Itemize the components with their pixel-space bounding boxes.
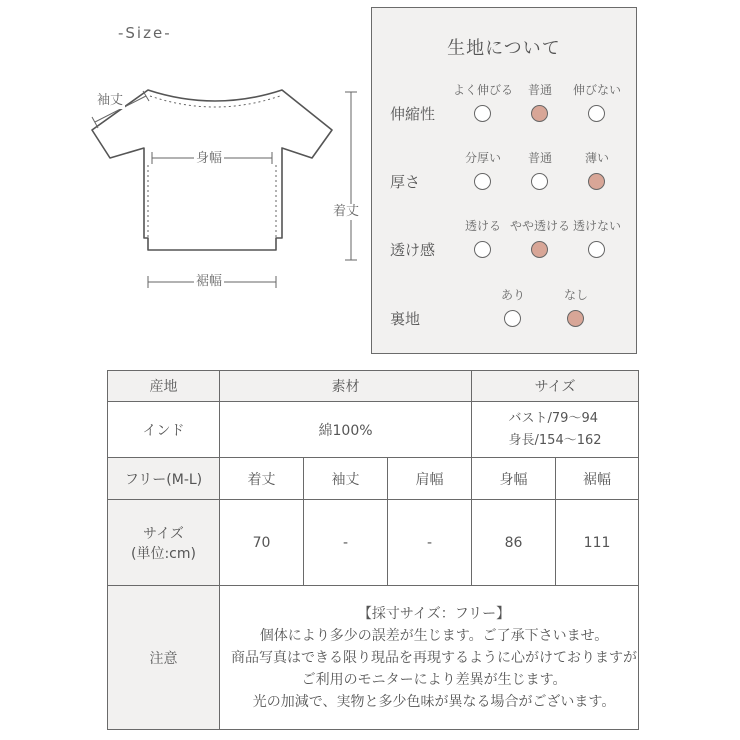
circle-icon — [474, 241, 491, 258]
fabric-row-label: 厚さ — [390, 173, 421, 191]
fabric-option-label: なし — [563, 288, 588, 302]
fabric-option-label: 普通 — [527, 83, 552, 97]
note-line: 【採寸サイズ：フリー】 — [357, 605, 511, 622]
col-sleeve: 袖丈 — [304, 458, 388, 500]
fabric-option-label: 伸びない — [572, 83, 621, 97]
size-title: -Size- — [118, 24, 172, 42]
value-length: 70 — [220, 500, 304, 586]
fabric-title: 生地について — [447, 38, 561, 59]
note-line: 個体により多少の誤差が生じます。ご了承下さいませ。 — [259, 627, 609, 644]
origin-value: インド — [108, 402, 220, 458]
origin-header: 産地 — [108, 371, 220, 402]
value-body-width: 86 — [472, 500, 556, 586]
fabric-option-label: あり — [500, 288, 525, 302]
table-row — [108, 402, 639, 458]
measure-label-line1: サイズ — [143, 525, 184, 542]
hem-width-label: 裾幅 — [196, 274, 223, 289]
selected-circle-icon — [588, 173, 605, 190]
fabric-panel — [371, 7, 637, 354]
selected-circle-icon — [567, 310, 584, 327]
circle-icon — [531, 173, 548, 190]
circle-icon — [474, 105, 491, 122]
size-name: フリー(M-L) — [108, 458, 220, 500]
fabric-row-label: 裏地 — [390, 310, 421, 328]
garment-diagram — [0, 0, 370, 300]
value-shoulder: - — [388, 500, 472, 586]
spec-table — [107, 370, 639, 730]
length-label: 着丈 — [333, 204, 360, 219]
circle-icon — [588, 241, 605, 258]
col-body-width: 身幅 — [472, 458, 556, 500]
notes-row — [108, 586, 639, 730]
bust-range: バスト/79～94 — [508, 410, 598, 426]
fabric-option-label: 分厚い — [464, 151, 501, 165]
size-value-cell — [472, 402, 639, 458]
measure-row — [108, 500, 639, 586]
value-sleeve: - — [304, 500, 388, 586]
note-line: ご利用のモニターにより差異が生じます。 — [301, 671, 567, 688]
note-line: 商品写真はできる限り現品を再現するように心がけておりますが — [231, 649, 638, 666]
note-line: 光の加減で、実物と多少色味が異なる場合がございます。 — [252, 693, 616, 710]
col-hem-width: 裾幅 — [556, 458, 639, 500]
sleeve-label: 袖丈 — [97, 93, 124, 108]
height-range: 身長/154～162 — [508, 432, 602, 448]
fabric-row-label: 透け感 — [390, 241, 436, 259]
circle-icon — [588, 105, 605, 122]
measure-label-line2: (単位:cm) — [131, 545, 196, 562]
circle-icon — [504, 310, 521, 327]
fabric-option-label: 普通 — [527, 151, 552, 165]
notes-text — [220, 586, 639, 730]
col-shoulder: 肩幅 — [388, 458, 472, 500]
selected-circle-icon — [531, 241, 548, 258]
selected-circle-icon — [531, 105, 548, 122]
garment-outline — [92, 90, 332, 250]
material-value: 綿100% — [220, 402, 472, 458]
fabric-option-label: よく伸びる — [452, 83, 513, 97]
measure-header-row — [108, 458, 639, 500]
circle-icon — [474, 173, 491, 190]
fabric-option-label: 透けない — [572, 219, 621, 233]
fabric-option-label: やや透ける — [509, 219, 570, 233]
fabric-option-label: 薄い — [584, 151, 609, 165]
notes-label: 注意 — [108, 586, 220, 730]
body-width-label: 身幅 — [196, 151, 223, 166]
fabric-row-label: 伸縮性 — [390, 105, 436, 123]
fabric-option-label: 透ける — [464, 219, 501, 233]
col-length: 着丈 — [220, 458, 304, 500]
material-header: 素材 — [220, 371, 472, 402]
value-hem-width: 111 — [556, 500, 639, 586]
measure-label — [108, 500, 220, 586]
size-header: サイズ — [472, 371, 639, 402]
table-header-row — [108, 371, 639, 402]
